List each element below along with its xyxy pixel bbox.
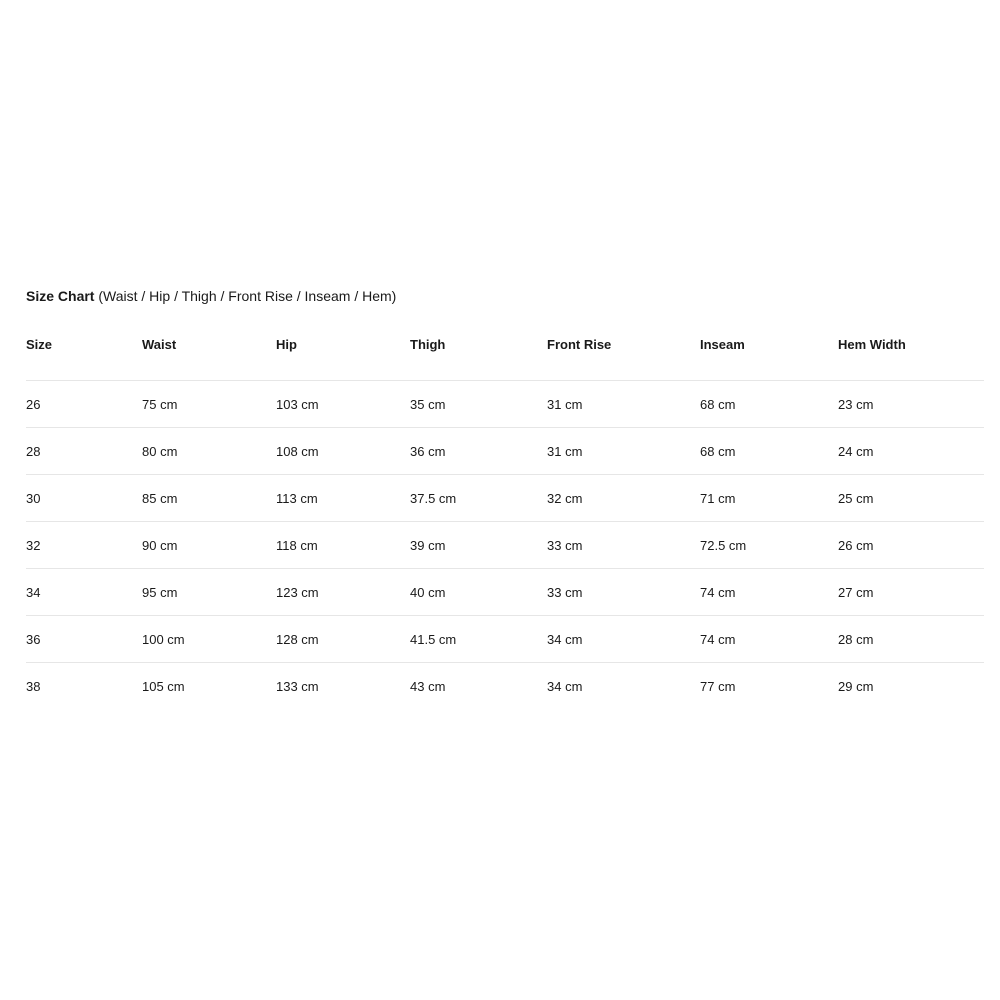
table-cell: 74 cm [700, 569, 838, 616]
table-cell: 74 cm [700, 616, 838, 663]
table-cell: 26 cm [838, 522, 984, 569]
table-cell: 29 cm [838, 678, 874, 694]
table-cell: 34 [26, 569, 142, 616]
chart-title-subtitle: (Waist / Hip / Thigh / Front Rise / Inseam / Hem) [98, 288, 397, 304]
table-cell: 33 cm [547, 569, 700, 616]
column-header-size: Size [26, 337, 142, 381]
column-header-waist: Waist [142, 337, 276, 381]
table-cell: 23 cm [838, 381, 984, 428]
table-cell: 68 cm [700, 428, 838, 475]
table-cell: 39 cm [410, 522, 547, 569]
table-cell: 72.5 cm [700, 522, 838, 569]
table-cell: 85 cm [142, 475, 276, 522]
table-cell: 31 cm [547, 428, 700, 475]
chart-title-bold: Size Chart [26, 288, 95, 304]
table-cell: 133 cm [276, 678, 319, 694]
table-cell: 108 cm [276, 428, 410, 475]
table-row [26, 569, 984, 616]
table-cell: 32 cm [547, 475, 700, 522]
table-cell: 34 cm [547, 678, 583, 694]
size-chart [26, 286, 984, 709]
table-cell: 75 cm [142, 381, 276, 428]
table-cell: 32 [26, 522, 142, 569]
table-cell: 28 cm [838, 616, 984, 663]
table-cell: 90 cm [142, 522, 276, 569]
chart-title [26, 286, 984, 306]
table-cell: 118 cm [276, 522, 410, 569]
column-header-inseam: Inseam [700, 337, 838, 381]
table-cell: 128 cm [276, 616, 410, 663]
table-cell: 24 cm [838, 428, 984, 475]
table-cell: 38 [26, 678, 41, 694]
table-cell: 30 [26, 475, 142, 522]
table-cell: 123 cm [276, 569, 410, 616]
table-cell: 35 cm [410, 381, 547, 428]
table-row [26, 475, 984, 522]
table-header-row [26, 337, 984, 381]
table-cell: 33 cm [547, 522, 700, 569]
table-cell: 31 cm [547, 381, 700, 428]
size-table [26, 337, 984, 709]
table-cell: 40 cm [410, 569, 547, 616]
table-row [26, 381, 984, 428]
table-cell: 100 cm [142, 616, 276, 663]
table-cell: 36 [26, 616, 142, 663]
column-header-hem-width: Hem Width [838, 337, 984, 381]
table-row [26, 428, 984, 475]
table-cell: 105 cm [142, 678, 185, 694]
table-cell: 95 cm [142, 569, 276, 616]
table-cell: 77 cm [700, 678, 736, 694]
table-cell: 71 cm [700, 475, 838, 522]
table-cell: 41.5 cm [410, 616, 547, 663]
table-cell: 28 [26, 428, 142, 475]
table-cell: 68 cm [700, 381, 838, 428]
table-cell: 43 cm [410, 678, 446, 694]
column-header-front-rise: Front Rise [547, 337, 700, 381]
column-header-hip: Hip [276, 337, 410, 381]
table-row [26, 616, 984, 663]
table-cell: 25 cm [838, 475, 984, 522]
table-cell: 80 cm [142, 428, 276, 475]
table-row [26, 663, 984, 710]
table-cell: 34 cm [547, 616, 700, 663]
table-cell: 36 cm [410, 428, 547, 475]
table-cell: 26 [26, 381, 142, 428]
table-cell: 113 cm [276, 475, 410, 522]
table-cell: 37.5 cm [410, 475, 547, 522]
table-cell: 103 cm [276, 381, 410, 428]
column-header-thigh: Thigh [410, 337, 547, 381]
table-row [26, 522, 984, 569]
table-cell: 27 cm [838, 569, 984, 616]
